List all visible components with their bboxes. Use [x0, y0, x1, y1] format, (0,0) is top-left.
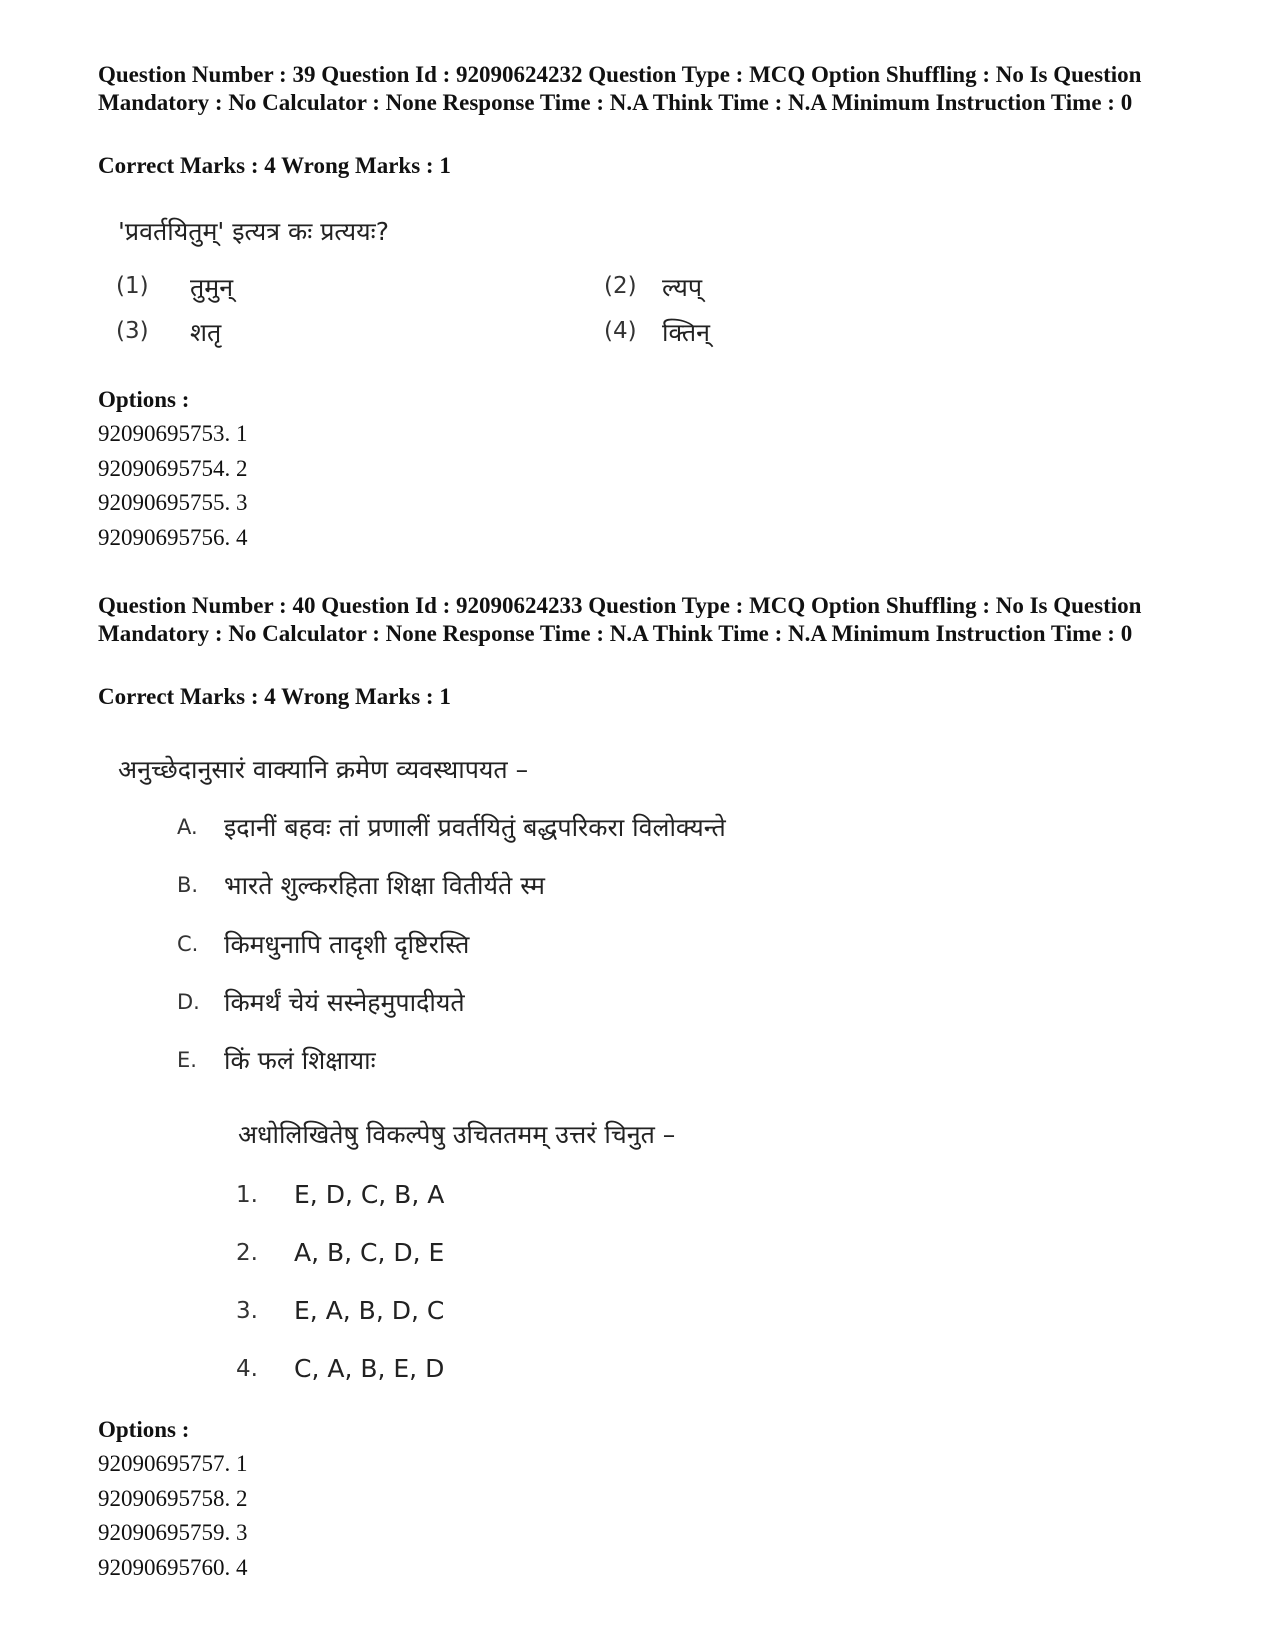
option-item: 92090695755. 3	[98, 490, 248, 515]
options-list	[98, 1447, 248, 1585]
sentence-letter: B.	[177, 873, 199, 897]
choice-number: 1.	[236, 1182, 258, 1208]
sentence-text: किमर्थं चेयं सस्नेहमुपादीयते	[224, 988, 465, 1017]
choice-text: E, D, C, B, A	[294, 1180, 445, 1209]
option-item: 92090695753. 1	[98, 421, 248, 446]
question-marks: Correct Marks : 4 Wrong Marks : 1	[98, 684, 451, 709]
sentence-letter: D.	[177, 990, 200, 1014]
question-meta: Question Number : 39 Question Id : 92090624232 Question Type : MCQ Option Shuffling : No Is Question Mandatory : No Calculator : None Response Time : N.A Think Time : N.A Minimum Instruction Time : 0	[98, 62, 1142, 115]
option-item: 92090695760. 4	[98, 1554, 248, 1580]
sentence-letter: C.	[177, 932, 199, 956]
choice-number: 3.	[236, 1298, 258, 1324]
option-item: 92090695754. 2	[98, 455, 248, 481]
option-item: 92090695758. 2	[98, 1485, 248, 1511]
choice-number: 2.	[236, 1240, 258, 1266]
choice-text: ल्यप्	[662, 273, 703, 302]
choice-text: क्तिन्	[662, 318, 711, 347]
sentence-text: किमधुनापि तादृशी दृष्टिरस्ति	[224, 930, 470, 959]
options-label: Options :	[98, 387, 190, 412]
sentence-letter: E.	[177, 1048, 197, 1072]
choice-text: तुमुन्	[190, 273, 234, 302]
choice-number: (1)	[116, 273, 149, 299]
option-item: 92090695756. 4	[98, 524, 248, 550]
choice-text: शतृ	[190, 318, 222, 347]
options-label: Options :	[98, 1417, 190, 1442]
choice-text: C, A, B, E, D	[294, 1354, 445, 1383]
sentence-text: भारते शुल्करहिता शिक्षा वितीर्यते स्म	[224, 871, 545, 900]
question-meta: Question Number : 40 Question Id : 92090624233 Question Type : MCQ Option Shuffling : No Is Question Mandatory : No Calculator : None Response Time : N.A Think Time : N.A Minimum Instruction Time : 0	[98, 593, 1142, 646]
option-item: 92090695757. 1	[98, 1451, 248, 1476]
choice-number: (4)	[604, 318, 637, 344]
answer-instruction: अधोलिखितेषु विकल्पेषु उचिततमम् उत्तरं चिनुत –	[238, 1120, 676, 1149]
question-text: अनुच्छेदानुसारं वाक्यानि क्रमेण व्यवस्थापयत –	[118, 755, 529, 784]
choice-number: 4.	[236, 1356, 258, 1382]
sentence-text: इदानीं बहवः तां प्रणालीं प्रवर्तयितुं बद्धपरिकरा विलोक्यन्ते	[224, 813, 726, 842]
choice-number: (3)	[116, 318, 149, 344]
option-item: 92090695759. 3	[98, 1520, 248, 1545]
sentence-text: किं फलं शिक्षायाः	[224, 1046, 376, 1075]
choice-text: E, A, B, D, C	[294, 1296, 445, 1325]
question-marks: Correct Marks : 4 Wrong Marks : 1	[98, 153, 451, 178]
sentence-letter: A.	[177, 815, 198, 839]
choice-number: (2)	[604, 273, 637, 299]
choice-text: A, B, C, D, E	[294, 1238, 445, 1267]
options-list	[98, 417, 248, 555]
question-text: 'प्रवर्तयितुम्' इत्यत्र कः प्रत्ययः?	[118, 217, 390, 246]
